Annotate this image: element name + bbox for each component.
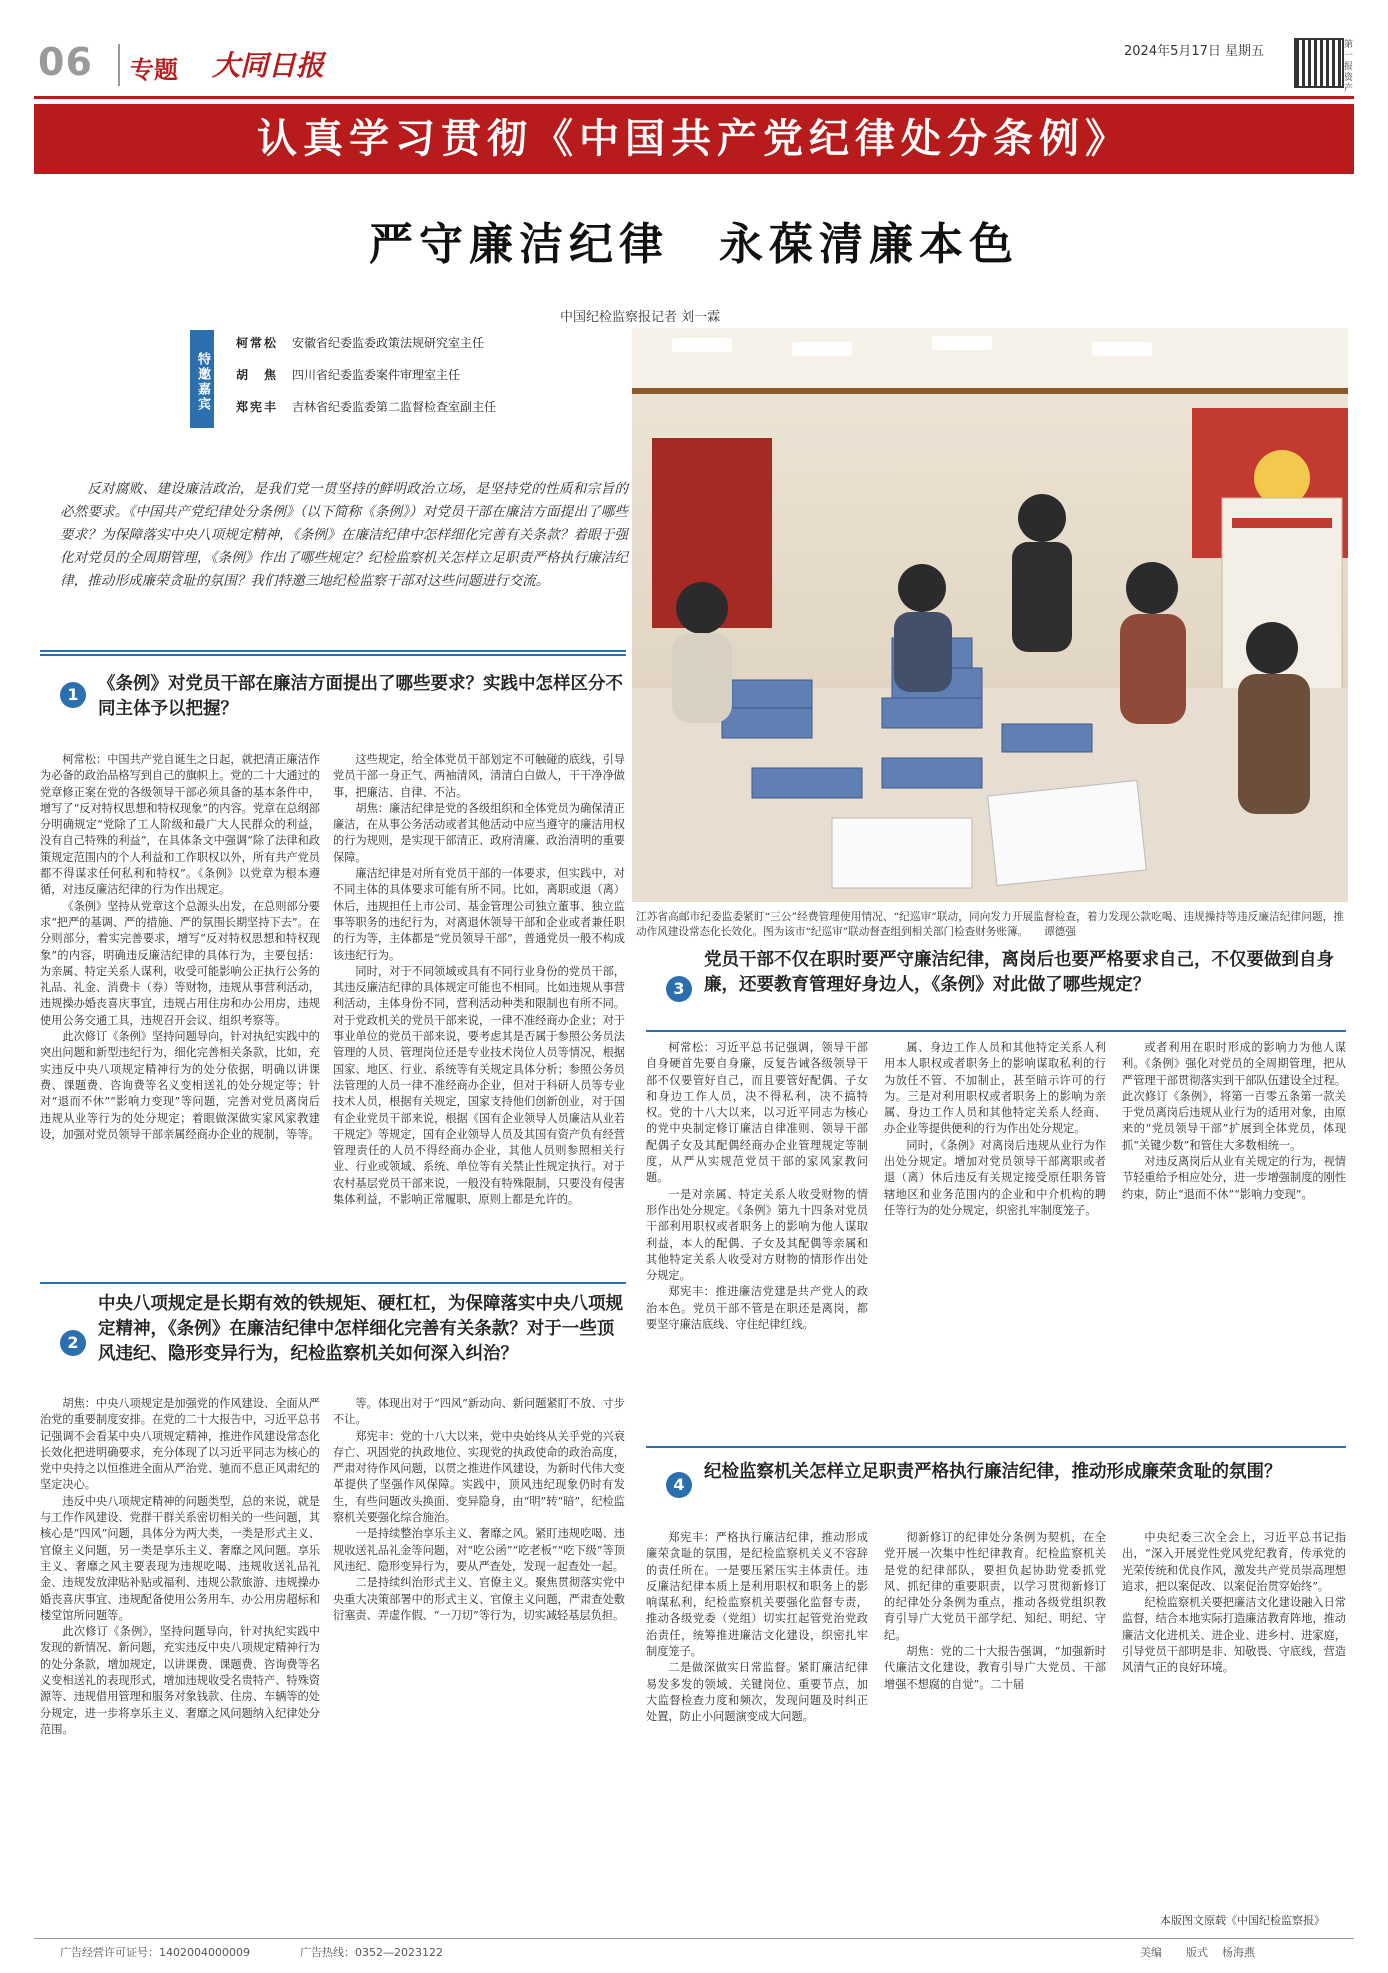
q2-column-1 [40,1396,320,1930]
guest-name: 柯常松 [236,336,279,350]
question-3-text: 党员干部不仅在职时要严守廉洁纪律，离岗后也要严格要求自己，不仅要做到自身廉，还要教育管理好身边人，《条例》对此做了哪些规定？ [704,950,1334,995]
question-1-text: 《条例》对党员干部在廉洁方面提出了哪些要求？实践中怎样区分不同主体予以把握？ [98,674,623,719]
paper-logo: 大同日报 [212,49,325,82]
guest-row [236,334,484,351]
paragraph: 属、身边工作人员和其他特定关系人利用本人职权或者职务上的影响谋取私利的行为放任不管、不加制止，甚至暗示许可的行为。三是对利用职权或者职务上的影响为亲属、身边工作人员和其他特定关系人经商、办企业等提供便利的行为作出处分规定。 [884,1041,1106,1136]
footer-rule [34,1938,1354,1939]
news-photo [632,328,1348,902]
paragraph: 这些规定，给全体党员干部划定不可触碰的底线，引导党员干部一身正气、两袖清风，清清白白做人，干干净净做事，把廉洁、自律、不沾。 [333,753,625,799]
question-4-text: 纪检监察机关怎样立足职责严格执行廉洁纪律，推动形成廉荣贪耻的氛围？ [704,1462,1282,1482]
paragraph: 对违反离岗后从业有关规定的行为，视情节轻重给予相应处分，进一步增强制度的刚性约束，防止“退而不休”“影响力变现”。 [1122,1155,1346,1201]
question-number-4: 4 [666,1472,692,1498]
paragraph: 纪检监察机关要把廉洁文化建设融入日常监督，结合本地实际打造廉洁教育阵地，推动廉洁文化进机关、进企业、进乡村、进家庭，引导党员干部明是非、知敬畏、守底线，营造风清气正的良好环境。 [1122,1596,1346,1675]
guest-title: 安徽省纪委监委政策法规研究室主任 [292,336,485,350]
question-number-1: 1 [60,682,86,708]
paragraph: 廉洁纪律是对所有党员干部的一体要求，但实践中，对不同主体的具体要求可能有所不同。比如，离职或退（离）休后，违规担任上市公司、基金管理公司独立董事、独立监事等职务的违纪行为，对离退休领导干部和企业或者兼任职的行为等，主体都是“党员领导干部”，普通党员一般不构成该违纪行为。 [333,867,625,962]
q4-column-3 [1122,1530,1346,1892]
header-rule [34,96,1354,99]
q3-column-3 [1122,1040,1346,1440]
photo-illustration [632,328,1348,902]
guest-name: 郑宪丰 [236,400,279,414]
q1-column-1 [40,752,320,1272]
q4-column-2 [884,1530,1106,1914]
source-note: 本版图文原载《中国纪检监察报》 [1160,1914,1325,1927]
question-rule [646,1446,1346,1448]
paragraph: 此次修订《条例》，坚持问题导向，针对执纪实践中发现的新情况、新问题，充实违反中央八项规定精神行为的处分条款，增加规定，以讲课费、课题费、咨询费等名义变相送礼的表现形式，增加违规收受名贵特产、特殊资源等、违规借用管理和服务对象钱款、住房、车辆等的处分规定，进一步将享乐主义、奢靡之风问题纳入纪律处分范围。 [40,1625,320,1736]
guest-title: 四川省纪委监委案件审理室主任 [292,368,461,382]
q4-column-1 [646,1530,868,1914]
paragraph: 同时，《条例》对离岗后违规从业行为作出处分规定。增加对党员领导干部离职或者退（离）休后违反有关规定接受原任职务管辖地区和业务范围内的企业和中介机构的聘任等行为的处分规定，织密扎牢制度笼子。 [884,1138,1106,1217]
ad-license: 广告经营许可证号：1402004000009 [60,1946,250,1959]
guest-tag: 特邀嘉宾 [190,330,214,428]
paragraph: 胡焦：党的二十大报告强调，“加强新时代廉洁文化建设，教育引导广大党员、干部增强不想腐的自觉”。二十届 [884,1645,1106,1691]
paragraph: 胡焦：廉洁纪律是党的各级组织和全体党员为确保清正廉洁，在从事公务活动或者其他活动中应当遵守的廉洁用权的行为规则，是实现干部清正、政府清廉、政治清明的重要保障。 [333,801,625,864]
paragraph: 一是对亲属、特定关系人收受财物的情形作出处分规定。《条例》第九十四条对党员干部利用职权或者职务上的影响为他人谋取利益，本人的配偶、子女及其配偶等亲属和其他特定关系人收受对方财物的情形作出处分规定。 [646,1187,868,1283]
question-rule [646,1030,1346,1032]
guest-row [236,398,496,415]
paragraph: 二是持续纠治形式主义、官僚主义。聚焦贯彻落实党中央重大决策部署中的形式主义、官僚主义问题，严肃查处敷衍塞责、弄虚作假、“一刀切”等行为，切实减轻基层负担。 [333,1576,625,1622]
question-number-2: 2 [60,1330,86,1356]
paragraph: 此次修订《条例》坚持问题导向，针对执纪实践中的突出问题和新型违纪行为，细化完善相关条款，比如，充实违反中央八项规定精神行为的处分依据，明确以讲课费、课题费、咨询费等名义变相送礼的处分规定等；针对“退而不休”“影响力变现”等问题，完善对党员离岗后违规从业等行为的处分规定；着眼做深做实家风家教建设，加强对党员领导干部亲属经商办企业的规制，等等。 [40,1030,320,1141]
paragraph: 违反中央八项规定精神的问题类型，总的来说，就是与工作作风建设、党群干群关系密切相关的一些问题，其核心是“四风”问题，具体分为两大类，一类是形式主义、官僚主义问题，另一类是享乐主义、奢靡之风问题。享乐主义、奢靡之风主要表现为违规吃喝、违规收送礼品礼金、违规发放津贴补贴或福利、违规公款旅游、违规操办婚丧喜庆事宜、违规配备使用公务用车、办公用房超标和楼堂馆所问题等。 [40,1494,320,1622]
layout-label: 版式 [1186,1946,1208,1959]
question-rule [40,654,626,656]
question-rule [40,1282,626,1284]
header-divider [118,44,120,86]
paragraph: 彻新修订的纪律处分条例为契机，在全党开展一次集中性纪律教育。纪检监察机关是党的纪律部队，要担负起协助党委抓党风、抓纪律的重要职责，以学习贯彻新修订的纪律处分条例为重点，推动各级党组织教育引导广大党员干部学纪、知纪、明纪、守纪。 [884,1531,1106,1642]
question-2-text: 中央八项规定是长期有效的铁规矩、硬杠杠，为保障落实中央八项规定精神，《条例》在廉洁纪律中怎样细化完善有关条款？对于一些顶风违纪、隐形变异行为，纪检监察机关如何深入纠治？ [98,1294,623,1364]
ad-hotline: 广告热线：0352—2023122 [300,1946,443,1959]
byline: 中国纪检监察报记者 刘一霖 [560,310,721,325]
editor-label: 美编 [1140,1946,1162,1959]
q3-column-2 [884,1040,1106,1440]
photo-caption: 江苏省高邮市纪委监委紧盯“三公”经费管理使用情况、“纪巡审”联动，同向发力开展监督检查，着力发现公款吃喝、违规操持等违反廉洁纪律问题，推动作风建设常态化长效化。图为该市“纪巡审”联动督查组到相关部门检查财务账簿。 谭德强 [636,911,1344,938]
guest-row [236,366,460,383]
paragraph: 《条例》坚持从党章这个总源头出发，在总则部分要求“把严的基调、严的措施、严的氛围长期坚持下去”。在分则部分，着实完善要求，增写“反对特权思想和特权现象”的内容，明确违反廉洁纪律的具体行为，主要包括：为亲属、特定关系人谋利，收受可能影响公正执行公务的礼品、礼金、消费卡（券）等财物，违规从事营利活动，违规操办婚丧喜庆事宜，违规占用住房和办公用房，违规使用公务交通工具，违规召开会议、组织考察等。 [40,899,320,1027]
guest-title: 吉林省纪委监委第二监督检查室副主任 [292,400,497,414]
paragraph: 或者利用在职时形成的影响力为他人谋利。《条例》强化对党员的全周期管理，把从严管理干部贯彻落实到干部队伍建设全过程。此次修订《条例》，将第一百零五条第一款关于党员离岗后违规从业行为的适用对象，由原来的“党员领导干部”扩展到全体党员，体现抓“关键少数”和管住大多数相统一。 [1122,1041,1346,1152]
article-title: 严守廉洁纪律 永葆清廉本色 [369,219,1019,270]
paragraph: 中央纪委三次全会上，习近平总书记指出，“深入开展党性党风党纪教育，传承党的光荣传统和优良作风，激发共产党员崇高理想追求，把以案促改、以案促治贯穿始终”。 [1122,1531,1346,1593]
topic-banner: 认真学习贯彻《中国共产党纪律处分条例》 [34,104,1354,174]
paragraph: 柯常松：习近平总书记强调，领导干部自身硬首先要自身廉，反复告诫各级领导干部不仅要管好自己，而且要管好配偶、子女和身边工作人员，决不得私利，决不搞特权。党的十八大以来，以习近平同志为核心的党中央制定修订廉洁自律准则、领导干部配偶子女及其配偶经商办企业管理规定等制度，从严从实规范党员干部的家风家教问题。 [646,1041,868,1185]
intro-divider [40,650,626,652]
issue-date: 2024年5月17日 星期五 [1124,44,1265,59]
qr-code-icon[interactable] [1294,38,1344,88]
paragraph: 郑宪丰：严格执行廉洁纪律，推动形成廉荣贪耻的氛围，是纪检监察机关义不容辞的责任所在。一是要压紧压实主体责任。违反廉洁纪律本质上是利用职权和职务上的影响谋私利，纪检监察机关要强化监督专责，推动各级党委（党组）切实扛起管党治党政治责任，统筹推进廉洁文化建设，织密扎牢制度笼子。 [646,1531,868,1659]
paragraph: 柯常松：中国共产党自诞生之日起，就把清正廉洁作为必备的政治品格写到自己的旗帜上。党的二十大通过的党章修正案在党的各级领导干部必须具备的基本条件中，增写了“反对特权思想和特权现象”的内容。党章在总纲部分明确规定“党除了工人阶级和最广大人民群众的利益，没有自己特殊的利益”，在具体条文中强调“除了法律和政策规定范围内的个人利益和工作职权以外，所有共产党员都不得谋求任何私利和特权”。《条例》以党章为根本遵循，对违反廉洁纪律的行为作出规定。 [40,753,320,897]
paragraph: 二是做深做实日常监督。紧盯廉洁纪律易发多发的领域、关键岗位、重要节点，加大监督检查力度和频次，发现问题及时纠正处置，防止小问题演变成大问题。 [646,1661,868,1724]
paragraph: 同时，对于不同领域或具有不同行业身份的党员干部，其违反廉洁纪律的具体规定可能也不相同。比如违规从事营利活动，主体身份不同，营利活动种类和限制也有所不同。对于党政机关的党员干部来说，一律不准经商办企业；对于事业单位的党员干部来说，要考虑其是否属于参照公务员法管理的人员、管理岗位还是专业技术岗位人员等情况，根据国家、地区、行业、系统等有关规定具体分析；参照公务员法管理的人员一律不准经商办企业，但对于科研人员等专业技术人员，根据有关规定，国家支持他们创新创业，对于国有企业党员干部来说，根据《国有企业领导人员廉洁从业若干规定》等规定，国有企业领导人员及其国有资产负有经营管理责任的人员不得经商办企业，其他人员则参照相关行业、行业或领域、系统、单位等有关禁止性规定执行。对于农村基层党员干部来说，一般没有特殊限制，只要没有侵害集体利益，不影响正常履职，原则上都是允许的。 [333,964,625,1207]
q1-column-2 [333,752,625,1272]
paragraph: 等。体现出对于“四风”新动向、新问题紧盯不放、寸步不让。 [333,1397,625,1427]
paragraph: 一是持续整治享乐主义、奢靡之风。紧盯违规吃喝、违规收送礼品礼金等问题，对“吃公函”“吃老板”“吃下级”等顶风违纪、隐形变异行为，要从严查处，发现一起查处一起。 [333,1527,625,1573]
q2-column-2 [333,1396,625,1930]
question-number-3: 3 [666,976,692,1002]
qr-caption: 第一报资产 [1344,40,1354,94]
paragraph: 胡焦：中央八项规定是加强党的作风建设、全面从严治党的重要制度安排。在党的二十大报告中，习近平总书记强调不会看某中央八项规定精神，推进作风建设常态化长效化把进明确要求，充分体现了以习近平同志为核心的党中央持之以恒推进全面从严治党、驰而不息正风肃纪的坚定决心。 [40,1397,320,1492]
guest-name: 胡 焦 [236,368,279,382]
editor-name: 杨海燕 [1222,1946,1255,1959]
intro-paragraph: 反对腐败、建设廉洁政治，是我们党一贯坚持的鲜明政治立场，是坚持党的性质和宗旨的必然要求。《中国共产党纪律处分条例》（以下简称《条例》）对党员干部在廉洁方面提出了哪些要求？为保障落实中央八项规定精神，《条例》在廉洁纪律中怎样细化完善有关条款？着眼于强化对党员的全周期管理，《条例》作出了哪些规定？纪检监察机关怎样立足职责严格执行廉洁纪律，推动形成廉荣贪耻的氛围？我们特邀三地纪检监察干部对这些问题进行交流。 [60,481,628,589]
q3-column-1 [646,1040,868,1440]
page-number: 06 [38,40,93,84]
paragraph: 郑宪丰：党的十八大以来，党中央始终从关乎党的兴衰存亡、巩固党的执政地位、实现党的执政使命的政治高度，严肃对待作风问题，以贯之推进作风建设，为新时代伟大变革提供了坚强作风保障。实践中，顶风违纪现象仍时有发生，有些问题改头换面、变异隐身，由“明”转“暗”，纪检监察机关要强化综合施治。 [333,1429,625,1525]
section-label: 专题 [130,56,178,84]
paragraph: 郑宪丰：推进廉洁党建是共产党人的政治本色。党员干部不管是在职还是离岗，都要坚守廉洁底线、守住纪律红线。 [646,1285,868,1332]
